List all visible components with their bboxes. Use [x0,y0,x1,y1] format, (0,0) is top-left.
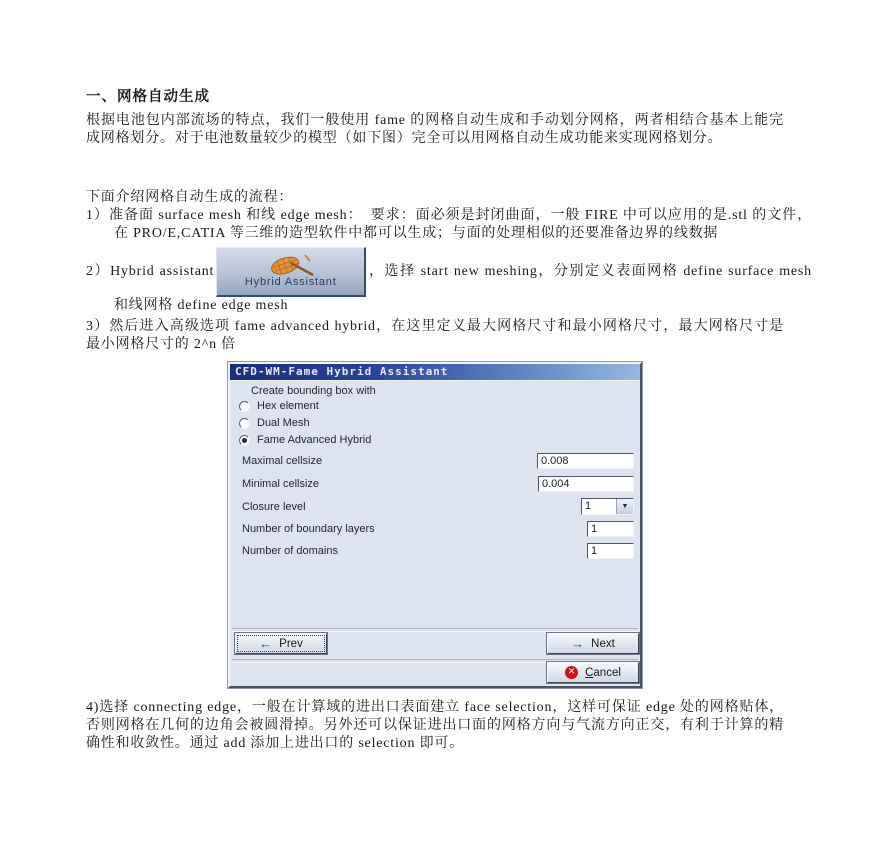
dropdown-arrow-button[interactable] [616,499,633,514]
list-item-2 [86,247,812,315]
hybrid-assistant-button[interactable] [216,247,366,297]
bounding-box-group-label: Create bounding box with [251,385,376,397]
list-item-3: 3）然后进入高级选项 fame advanced hybrid，在这里定义最大网格尺寸和最小网格尺寸，最大网格尺寸是最小网格尺寸的 2^n 倍 [86,319,784,352]
boundary-layers-input[interactable] [587,521,634,537]
radio-dual-mesh-label: Dual Mesh [257,417,310,429]
next-button-label: Next [591,637,615,650]
prev-button-label: Prev [279,637,303,650]
chevron-down-icon: ▼ [621,503,629,510]
radio-hex-element[interactable] [239,400,319,412]
radio-circle-icon [239,401,250,412]
number-of-domains-input[interactable] [587,543,634,559]
closure-level-value: 1 [585,500,592,512]
arrow-left-icon: ← [259,636,273,651]
paragraph-intro: 根据电池包内部流场的特点，我们一般使用 fame 的网格自动生成和手动划分网格，两者相结合基本上能完成网格划分。对于电池数量较少的模型（如下图）完全可以用网格自动生成功能来实现网格划分。 [86,113,784,146]
radio-fame-advanced-hybrid-label: Fame Advanced Hybrid [257,434,372,446]
dialog-title: CFD-WM-Fame Hybrid Assistant [235,365,449,378]
dialog-content [230,380,640,626]
boundary-layers-label: Number of boundary layers [242,523,375,535]
minimal-cellsize-input[interactable] [538,476,634,492]
closure-level-dropdown[interactable] [581,498,634,515]
cancel-button-label: Cancel [585,666,621,679]
list-item-2-suffix: ，选择 start new meshing，分别定义表面网格 define surface mesh 和线网格 define edge mesh [114,264,812,313]
minimal-cellsize-label: Minimal cellsize [242,478,320,490]
separator [232,628,638,632]
closure-level-label: Closure level [242,501,306,513]
arrow-right-icon: → [571,636,585,651]
maximal-cellsize-label: Maximal cellsize [242,455,323,467]
radio-hex-element-label: Hex element [257,400,319,412]
next-button[interactable] [547,633,639,654]
list-item-2-prefix: 2）Hybrid assistant [86,264,215,280]
list-item-4: 4)选择 connecting edge，一般在计算域的进出口表面建立 face selection，这样可保证 edge 处的网格贴体，否则网格在几何的边角会被圆滑掉。另外还可以保证进出口面的网格方向与气流方向正交，有利于计算的精确性和收敛性。通过 add 添加上进出口的 selection 即可。 [86,700,784,751]
fame-hybrid-assistant-dialog [228,362,642,688]
doc-heading: 一、网格自动生成 [86,89,210,105]
list-item-1: 1）准备面 surface mesh 和线 edge mesh： 要求：面必须是封闭曲面，一般 FIRE 中可以应用的是.stl 的文件，在 PRO/E,CATIA 等三维的造型软件中都可以生成；与面的处理相似的还要准备边界的线数据 [86,208,812,241]
prev-button[interactable] [235,633,327,654]
cancel-button[interactable] [547,662,639,683]
radio-circle-icon [239,435,250,446]
radio-fame-advanced-hybrid[interactable] [239,434,371,446]
paragraph-flow-lead: 下面介绍网格自动生成的流程： [86,190,294,205]
hybrid-assistant-button-label: Hybrid Assistant [244,276,337,288]
radio-circle-icon [239,418,250,429]
radio-dual-mesh[interactable] [239,417,310,429]
number-of-domains-label: Number of domains [242,545,338,557]
cancel-x-icon: ✕ [565,666,578,679]
maximal-cellsize-input[interactable] [537,453,634,469]
dialog-titlebar[interactable] [230,364,640,380]
